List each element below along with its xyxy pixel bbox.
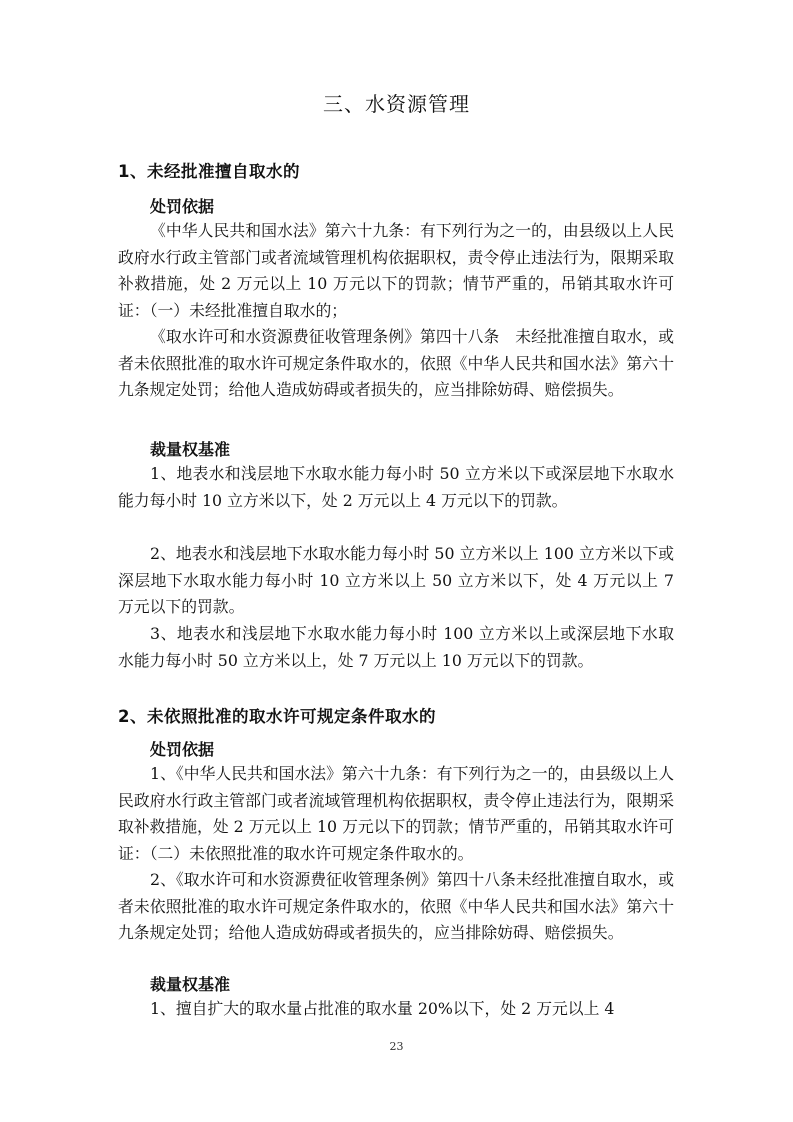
section-1-standard-paragraph-1: 1、地表水和浅层地下水取水能力每小时 50 立方米以下或深层地下水取水能力每小时 10 立方米以下，处 2 万元以上 4 万元以下的罚款。 xyxy=(118,464,674,510)
section-1-standard-paragraph-2: 2、地表水和浅层地下水取水能力每小时 50 立方米以上 100 立方米以下或深层地下水取水能力每小时 10 立方米以上 50 立方米以下，处 4 万元以上 7 万元以下的罚款。 xyxy=(118,544,674,616)
section-1-basis-paragraph-2: 《取水许可和水资源费征收管理条例》第四十八条 未经批准擅自取水，或者未依照批准的取水许可规定条件取水的，依照《中华人民共和国水法》第六十九条规定处罚；给他人造成妨碍或者损失的，应当排除妨碍、赔偿损失。 xyxy=(118,327,674,399)
section-1-basis-heading: 处罚依据 xyxy=(150,197,215,216)
page-title: 三、水资源管理 xyxy=(323,92,470,116)
section-2-standard-heading: 裁量权基准 xyxy=(150,975,231,994)
section-2-basis-heading: 处罚依据 xyxy=(150,740,215,759)
section-1-standard-paragraph-3: 3、地表水和浅层地下水取水能力每小时 100 立方米以上或深层地下水取水能力每小时 50 立方米以上，处 7 万元以上 10 万元以下的罚款。 xyxy=(118,624,674,670)
section-2-standard-paragraph-1: 1、擅自扩大的取水量占批准的取水量 20%以下，处 2 万元以上 4 xyxy=(150,999,615,1018)
section-1-standard-heading: 裁量权基准 xyxy=(150,440,231,459)
section-2-basis-paragraph-2: 2、《取水许可和水资源费征收管理条例》第四十八条未经批准擅自取水，或者未依照批准的取水许可规定条件取水的，依照《中华人民共和国水法》第六十九条规定处罚；给他人造成妨碍或者损失的，应当排除妨碍、赔偿损失。 xyxy=(118,870,674,942)
section-2-basis-paragraph-1: 1、《中华人民共和国水法》第六十九条：有下列行为之一的，由县级以上人民政府水行政主管部门或者流域管理机构依据职权，责令停止违法行为，限期采取补救措施，处 2 万元以上 10 万元以下的罚款；情节严重的，吊销其取水许可证：（二）未依照批准的取水许可规定条件取水的。 xyxy=(118,764,674,863)
section-1-basis-paragraph-1: 《中华人民共和国水法》第六十九条：有下列行为之一的，由县级以上人民政府水行政主管部门或者流域管理机构依据职权，责令停止违法行为，限期采取补救措施，处 2 万元以上 10 万元以下的罚款；情节严重的，吊销其取水许可证：（一）未经批准擅自取水的； xyxy=(118,221,674,320)
section-1-heading: 1、未经批准擅自取水的 xyxy=(118,162,300,181)
section-2-heading: 2、未依照批准的取水许可规定条件取水的 xyxy=(118,707,436,726)
page-number: 23 xyxy=(389,1040,404,1053)
